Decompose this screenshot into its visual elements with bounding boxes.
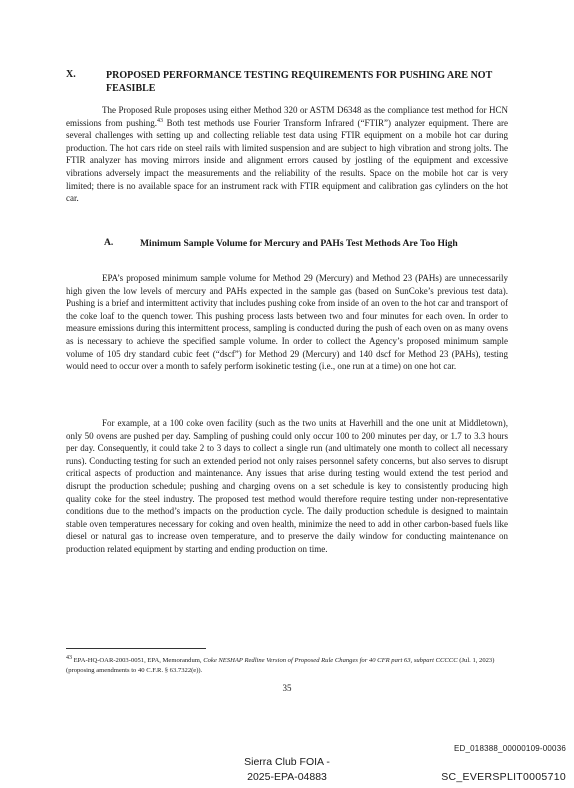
paragraph-1-text-b: Both test methods use Fourier Transform Infrared (“FTIR”) analyzer equipment. There are several challenges with setting up and collecting reliable test data using FTIR equipment on a mobile hot car during production. The hot cars ride on steel rails with limited suspension and are subject to high vibration and strong jolts. The FTIR analyzer has moving mirrors inside and alignment errors caused by jostling of the equipment and excessive vibrations adversely impact the measurements and the reliability of the results. Space on the mobile hot car is very limited; there is no available space for an instrument rack with FTIR equipment and calibration gas cylinders on the hot car. [66,117,508,204]
section-number: X. [66,69,76,80]
footnote-reference: 43 [157,117,163,124]
footnote-divider [66,648,206,649]
paragraph-3-text: For example, at a 100 coke oven facility (such as the two units at Haverhill and the one unit at Middletown), only 50 ovens are pushed per day. Sampling of pushing could only occur 100 to 200 minutes per day, or 1.7 to 3.3 hours per day. Consequently, it could take 2 to 3 days to collect a single run (and ultimately one month to collect all necessary runs). Conducting testing for such an extended period not only raises personnel safety concerns, but also serves to disrupt critical aspects of production and maintenance. Any issues that arise during testing would extend the test period and disrupt the production schedule; pushing and charging ovens on a set schedule is key to consistently producing high quality coke for the steel industry. The proposed test method would therefore require testing under non-representative conditions due to the method’s impacts on the production cycle. The daily production schedule is designed to maintain stable oven temperatures necessary for coking and oven health, minimize the need to add in other carbon-based fuels like diesel or natural gas to increase oven temperature, and to preserve the daily window for conducting maintenance on production related equipment by starting and ending production on time. [66,418,508,554]
paragraph-3 [66,417,508,556]
section-title: PROPOSED PERFORMANCE TESTING REQUIREMENTS FOR PUSHING ARE NOT FEASIBLE [106,70,493,94]
footnote-text-a: EPA-HQ-OAR-2003-0051, EPA, Memorandum, [72,657,204,664]
foia-stamp-line-2: 2025-EPA-04883 [247,771,327,783]
paragraph-1 [66,104,508,205]
foia-stamp-line-1: Sierra Club FOIA - [244,756,330,768]
subsection-letter: A. [104,237,114,248]
bates-number-bottom: SC_EVERSPLIT0005710 [441,771,566,783]
subsection-title: Minimum Sample Volume for Mercury and PAHs Test Methods Are Too High [140,238,458,249]
paragraph-2 [66,272,508,373]
paragraph-1-text-a: The Proposed Rule proposes using either Method 320 or ASTM D6348 as the compliance test method for HCN emissions from pushing. [66,105,508,128]
footnote [66,656,508,675]
footnote-text-b: (Jul. 1, 2023) (proposing amendments to 40 C.F.R. § 63.7322(e)). [66,657,495,674]
bates-number-top: ED_018388_00000109-00036 [453,744,566,753]
paragraph-2-text: EPA’s proposed minimum sample volume for Method 29 (Mercury) and Method 23 (PAHs) are unnecessarily high given the low levels of mercury and PAHs expected in the sample gas (based on SunCoke’s previous test data). Pushing is a brief and intermittent activity that includes pushing coke from inside of an oven to the hot car and transport of the coke loaf to the quench tower. This pushing process lasts between two and four minutes for each oven. In order to measure emissions during this intermittent process, sampling is conducted during the push of each oven on as many ovens as is necessary to achieve the specified sample volume. In order to collect the Agency’s proposed minimum sample volume of 105 dry standard cubic feet (“dscf”) for Method 29 (Mercury) and 140 dscf for Method 23 (PAHs), testing would need to occur over a month to safely perform isokinetic testing (i.e., one run at a time) on one hot car. [66,273,508,372]
footnote-marker: 43 [66,654,72,661]
page-number: 35 [282,683,292,693]
footnote-title: Coke NESHAP Redline Version of Proposed Rule Changes for 40 CFR part 63, subpart CCCCC [203,657,458,664]
